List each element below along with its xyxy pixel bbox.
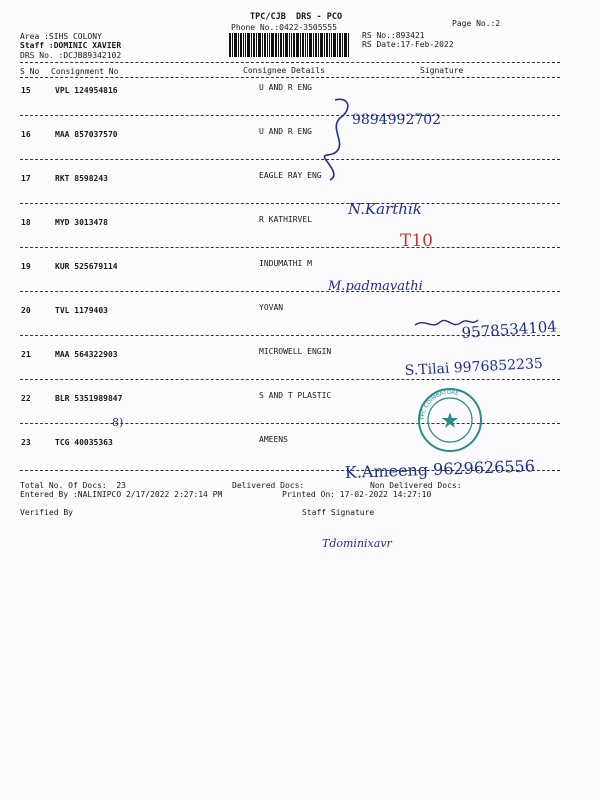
row-consignee: MICROWELL ENGIN	[259, 347, 332, 356]
phone-row20: 9578534104	[461, 317, 558, 342]
entered-by: Entered By :NALINIPCO 2/17/2022 2:27:14 PM	[20, 490, 223, 499]
non-delivered-docs: Non Delivered Docs:	[370, 481, 462, 490]
area-label: Area :SIHS COLONY	[20, 32, 102, 41]
stamp-text: TPC COIMBATORE	[419, 389, 460, 421]
row-consignment: BLR 5351989847	[55, 394, 123, 403]
bracket-scribble	[324, 99, 347, 180]
row-sno: 18	[21, 218, 31, 227]
row-divider	[20, 247, 560, 248]
col-sno: S No	[20, 67, 40, 76]
staff-label: Staff :DOMINIC XAVIER	[20, 41, 122, 50]
row-divider	[20, 203, 560, 204]
row-consignee: INDUMATHI M	[259, 259, 312, 268]
row-consignee: U AND R ENG	[259, 127, 312, 136]
staff-signature-label: Staff Signature	[302, 508, 375, 517]
row-divider	[20, 291, 560, 292]
page-number: Page No.:2	[452, 19, 501, 28]
stamp-star	[442, 412, 458, 428]
row-consignee: U AND R ENG	[259, 83, 312, 92]
row-divider	[20, 159, 560, 160]
total-docs: Total No. Of Docs: 23	[20, 481, 126, 490]
row-divider	[20, 423, 560, 424]
row-sno: 16	[21, 130, 31, 139]
row-consignment: KUR 525679114	[55, 262, 118, 271]
divider	[20, 77, 560, 78]
col-consignment: Consignment No	[51, 67, 119, 76]
rs-date: RS Date:17-Feb-2022	[362, 40, 454, 49]
row-consignment: TVL 1179403	[55, 306, 108, 315]
row-consignment: MAA 564322903	[55, 350, 118, 359]
delivery-stamp	[419, 389, 481, 451]
signature-scribble-row20	[415, 320, 478, 325]
divider	[20, 62, 560, 63]
row-divider	[20, 115, 560, 116]
verified-by: Verified By	[20, 508, 73, 517]
row-consignment: TCG 40035363	[55, 438, 113, 447]
row-consignee: EAGLE RAY ENG	[259, 171, 322, 180]
row-sno: 19	[21, 262, 31, 271]
row-sno: 20	[21, 306, 31, 315]
signature-row19: M.padmavathi	[328, 279, 423, 294]
row-sno: 23	[21, 438, 31, 447]
mark-row22: 8)	[112, 416, 124, 429]
row-sno: 21	[21, 350, 31, 359]
document-title: TPC/CJB DRS - PCO	[250, 12, 343, 22]
signature-row15: 9894992702	[352, 112, 442, 128]
row-divider	[20, 335, 560, 336]
col-signature: Signature	[420, 66, 464, 75]
divider	[20, 470, 560, 471]
row-consignee: AMEENS	[259, 435, 288, 444]
drs-number: DRS No. :DCJB89342102	[20, 51, 122, 60]
row-divider	[20, 379, 560, 380]
row-sno: 17	[21, 174, 31, 183]
barcode	[229, 33, 349, 57]
note-row18: T10	[400, 231, 433, 251]
row-sno: 15	[21, 86, 31, 95]
staff-signature: Tdominixavr	[322, 537, 392, 550]
row-consignment: RKT 8598243	[55, 174, 108, 183]
phone-number: Phone No.:0422-3505555	[231, 23, 337, 32]
signature-row17: N.Karthik	[348, 200, 422, 218]
row-consignment: MAA 857037570	[55, 130, 118, 139]
signature-row21: S.Tilai 9976852235	[404, 355, 544, 379]
printed-on: Printed On: 17-02-2022 14:27:10	[282, 490, 432, 499]
delivered-docs: Delivered Docs:	[232, 481, 305, 490]
row-consignment: VPL 124954816	[55, 86, 118, 95]
row-consignment: MYD 3013478	[55, 218, 108, 227]
row-consignee: S AND T PLASTIC	[259, 391, 332, 400]
row-consignee: YOVAN	[259, 303, 284, 312]
signature-row23: K.Ameeng 9629626556	[344, 456, 536, 482]
row-consignee: R KATHIRVEL	[259, 215, 312, 224]
rs-number: RS No.:893421	[362, 31, 425, 40]
row-sno: 22	[21, 394, 31, 403]
col-consignee: Consignee Details	[243, 66, 325, 75]
